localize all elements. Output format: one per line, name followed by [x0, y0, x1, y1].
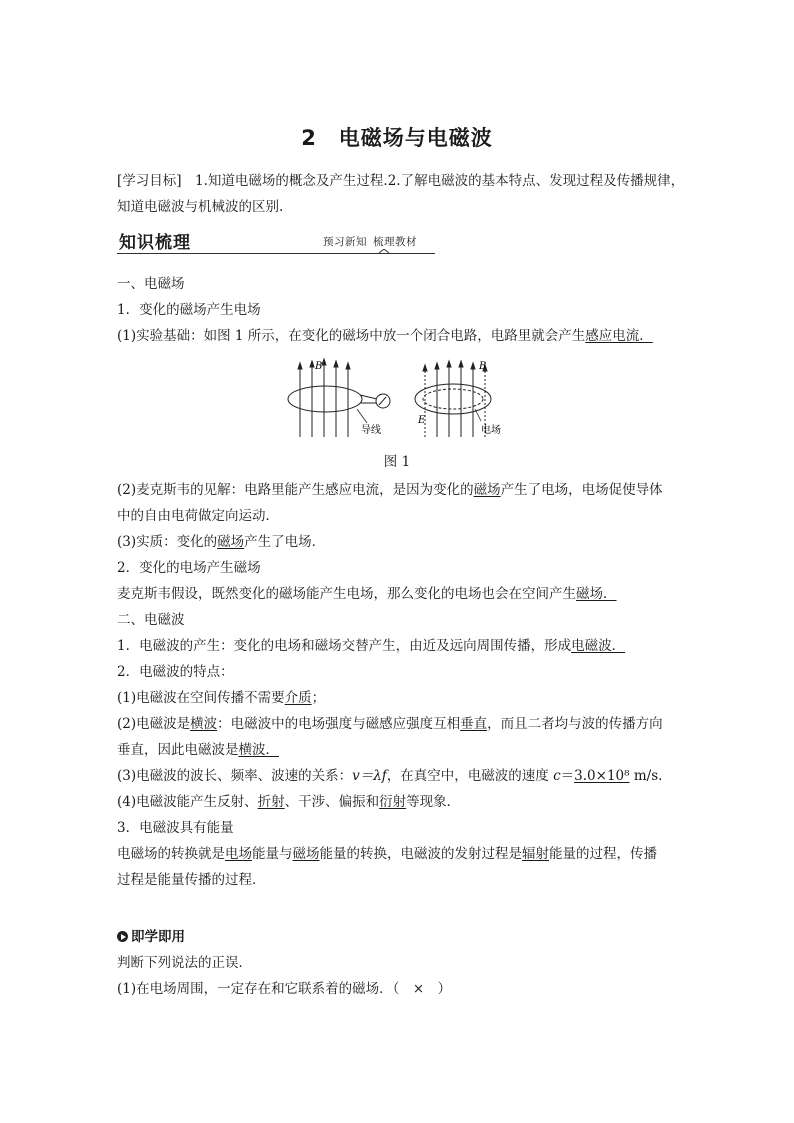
answer-underlined: 3.0×10⁸ — [574, 768, 630, 784]
figure-1-diagram — [285, 357, 510, 442]
answer-underlined: 折射 — [257, 794, 285, 810]
answer-underlined: 横波． — [238, 742, 279, 758]
label-wire: 导线 — [361, 425, 381, 436]
text: 、干涉、偏振和 — [284, 794, 380, 810]
magnetic-field-lines-left — [298, 359, 350, 437]
text: (2)麦克斯韦的见解：电路里能产生感应电流，是因为变化的 — [117, 482, 474, 498]
text: (3)电磁波的波长、频率、波速的关系： — [117, 768, 353, 784]
paragraph — [117, 685, 682, 711]
answer-underlined: 辐射 — [522, 846, 549, 862]
section-electromagnetic-field — [117, 271, 682, 349]
paragraph — [117, 711, 682, 737]
answer-underlined: 感应电流． — [585, 328, 653, 344]
goals-line-2: 知道电磁波与机械波的区别. — [117, 199, 284, 215]
paragraph-line: 中的自由电荷做定向运动． — [117, 508, 279, 524]
answer-underlined: 横波 — [190, 716, 218, 732]
closed-circuit-loop — [288, 386, 362, 412]
banner-title: 知识梳理 — [119, 233, 191, 253]
text: ：电磁波中的电场强度与磁感应强度互相 — [217, 716, 461, 732]
answer-underlined: 磁场 — [473, 482, 501, 498]
label-b-left: B — [315, 361, 323, 372]
section-heading: 一、电磁场 — [117, 276, 185, 292]
answer-underlined: 介质 — [284, 690, 312, 706]
label-b-right: B — [479, 361, 487, 372]
answer-underlined: 磁场 — [292, 846, 320, 862]
text: 产生了电场． — [244, 534, 326, 550]
text: 能量的过程，传播 — [549, 846, 657, 862]
formula: v＝λf — [352, 768, 387, 784]
text: 1．电磁波的产生：变化的电场和磁场交替产生，由近及远向周围传播，形成 — [117, 638, 572, 654]
text: 产生了电场，电场促使导体 — [500, 482, 663, 498]
banner-subtitle — [323, 234, 417, 249]
text: (3)实质：变化的 — [117, 534, 218, 550]
text: ； — [311, 690, 326, 706]
subheading: 2．变化的电场产生磁场 — [117, 560, 261, 576]
answer-underlined: 磁场 — [217, 534, 245, 550]
text: (1)实验基础：如图 1 所示，在变化的磁场中放一个闭合电路，电路里就会产生 — [117, 328, 586, 344]
section-banner — [117, 226, 435, 256]
text: 麦克斯韦假设，既然变化的磁场能产生电场，那么变化的电场也会在空间产生 — [117, 586, 576, 602]
text: (4)电磁波能产生反射、 — [117, 794, 258, 810]
answer-underlined: 衍射 — [379, 794, 407, 810]
practice-section — [117, 924, 682, 1002]
label-electric-field: 电场 — [481, 425, 501, 436]
answer-underlined: 垂直 — [460, 716, 488, 732]
answer-underlined: 电场 — [225, 846, 252, 862]
paragraph — [117, 477, 682, 503]
text: 能量的转换，电磁波的发射过程是 — [319, 846, 522, 862]
text: 等现象． — [406, 794, 461, 810]
paragraph — [117, 737, 682, 763]
text: 电磁场的转换就是 — [117, 846, 225, 862]
practice-heading-text: 即学即用 — [131, 929, 185, 945]
text: ，而且二者均与波的传播方向 — [487, 716, 663, 732]
page-title: 2 电磁场与电磁波 — [301, 126, 493, 150]
paragraph — [117, 323, 682, 349]
answer-underlined: 磁场． — [576, 586, 617, 602]
subheading: 3．电磁波具有能量 — [117, 820, 234, 836]
unit: m/s. — [629, 768, 663, 784]
section-electromagnetic-field-cont — [117, 477, 682, 893]
banner-sub-right: 梳理教材 — [373, 236, 417, 248]
text: (2)电磁波是 — [117, 716, 191, 732]
question-1: (1)在电场周围，一定存在和它联系着的磁场．（ × ） — [117, 981, 452, 997]
paragraph — [117, 763, 682, 789]
text: ＝ — [560, 768, 575, 784]
figure-caption: 图 1 — [383, 454, 411, 470]
paragraph — [117, 789, 682, 815]
banner-sub-left: 预习新知 — [323, 236, 367, 248]
practice-intro: 判断下列说法的正误． — [117, 955, 252, 971]
section-heading: 二、电磁波 — [117, 612, 185, 628]
paragraph — [117, 633, 682, 659]
text: (1)电磁波在空间传播不需要 — [117, 690, 285, 706]
banner-notch-icon — [379, 249, 389, 255]
induced-electric-field-loop — [423, 389, 483, 409]
paragraph — [117, 841, 682, 867]
answer-underlined: 电磁波． — [571, 638, 626, 654]
subheading: 1．变化的磁场产生电场 — [117, 302, 261, 318]
paragraph — [117, 529, 682, 555]
goals-line-1: [学习目标] 1.知道电磁场的概念及产生过程.2.了解电磁波的基本特点、发现过程及传播规律， — [117, 173, 685, 189]
paragraph — [117, 581, 682, 607]
paragraph-line: 过程是能量传播的过程． — [117, 872, 266, 888]
text: ，在真空中，电磁波的速度 — [386, 768, 554, 784]
magnetic-field-lines-right — [423, 361, 487, 437]
subheading: 2．电磁波的特点： — [117, 664, 234, 680]
variable: c — [553, 768, 561, 784]
learning-goals — [117, 168, 685, 220]
text: 垂直，因此电磁波是 — [117, 742, 239, 758]
practice-heading — [117, 924, 682, 950]
play-circle-icon — [117, 931, 128, 942]
text: 能量与 — [252, 846, 293, 862]
label-e: E — [418, 415, 426, 426]
